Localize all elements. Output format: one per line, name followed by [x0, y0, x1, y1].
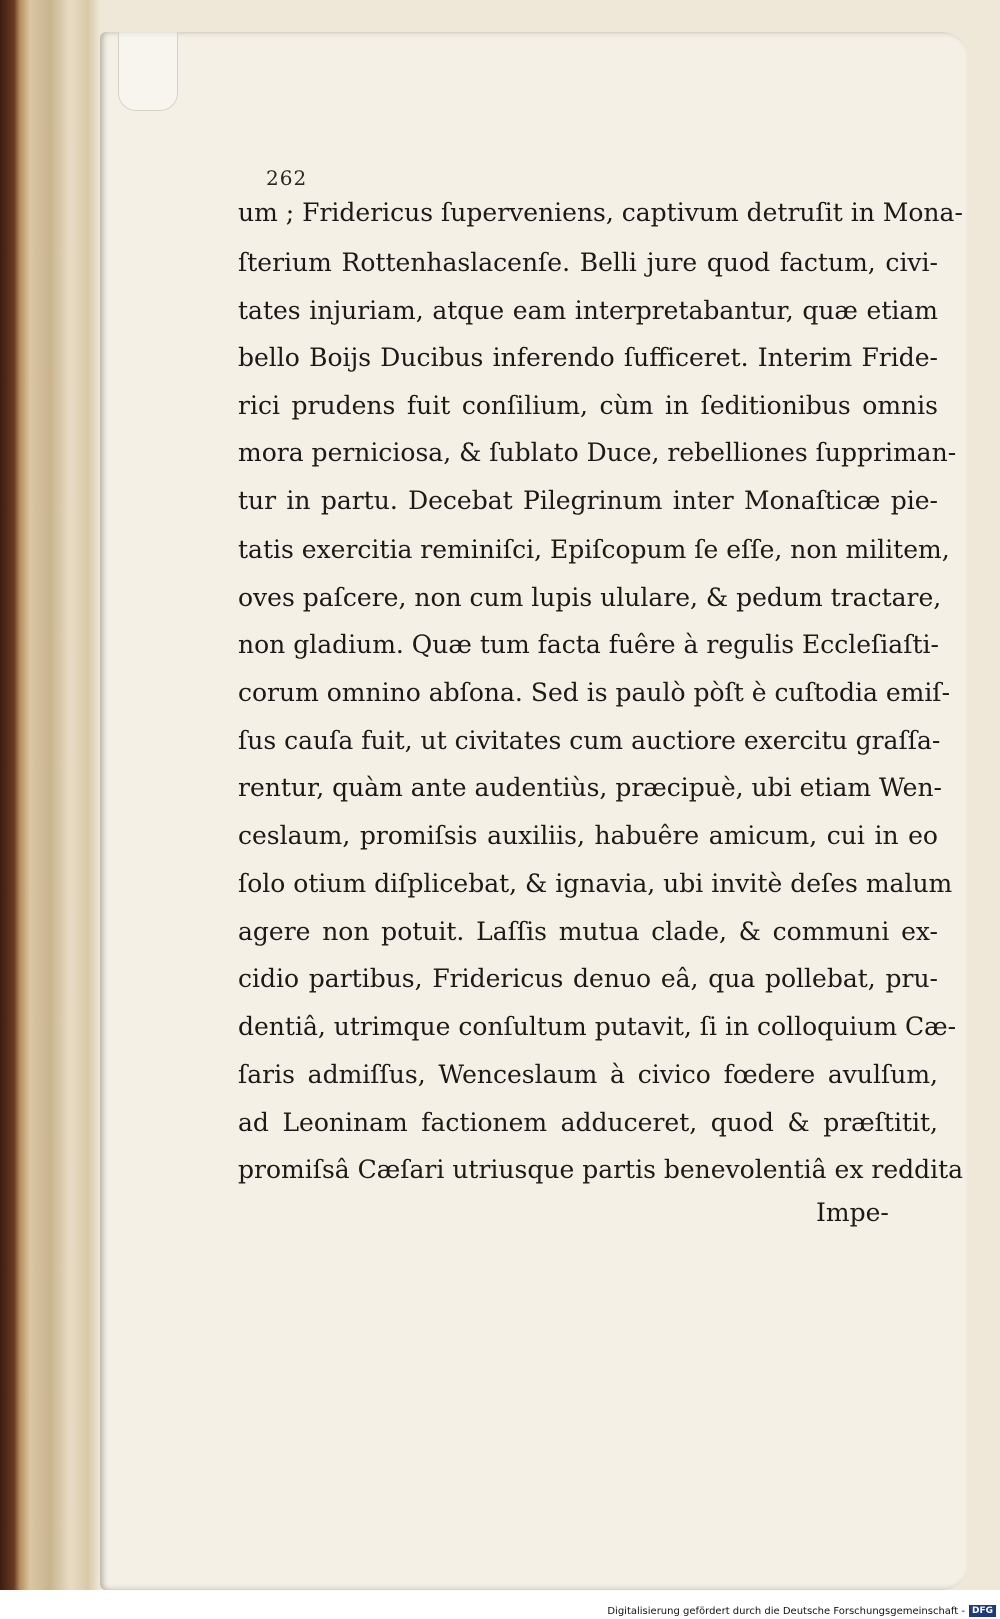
text-line: tur in partu. Decebat Pilegrinum inter Monaſticæ pie- [238, 486, 938, 515]
page-tab-marker [118, 32, 178, 111]
footer-text: Digitalisierung gefördert durch die Deutsche Forschungsgemeinschaft - [607, 1606, 965, 1617]
text-line: tatis exercitia reminiſci, Epiſcopum ſe eſſe, non militem, [238, 535, 950, 564]
text-line: tates injuriam, atque eam interpretabantur, quæ etiam [238, 296, 938, 325]
text-line: cidio partibus, Fridericus denuo eâ, qua pollebat, pru- [238, 964, 938, 993]
text-line: ſolo otium diſplicebat, & ignavia, ubi invitè deſes malum [238, 869, 953, 898]
text-line: ſterium Rottenhaslacenſe. Belli jure quod factum, civi- [238, 248, 938, 277]
text-line: dentiâ, utrimque conſultum putavit, ſi in colloquium Cæ- [238, 1012, 957, 1041]
text-line: rentur, quàm ante audentiùs, præcipuè, ubi etiam Wen- [238, 773, 943, 802]
text-line: ſus cauſa fuit, ut civitates cum auctiore exercitu graſſa- [238, 726, 941, 755]
catchword: Impe- [816, 1198, 889, 1227]
text-line: non gladium. Quæ tum facta fuêre à regulis Eccleſiaſti- [238, 630, 939, 659]
text-line: ad Leoninam factionem adduceret, quod & præſtitit, [238, 1108, 938, 1137]
digitization-footer [0, 1605, 996, 1617]
text-line: ceslaum, promiſsis auxiliis, habuêre amicum, cui in eo [238, 821, 938, 850]
text-line: corum omnino abſona. Sed is paulò pòſt è cuſtodia emiſ- [238, 678, 951, 707]
text-line: rici prudens fuit conſilium, cùm in ſeditionibus omnis [238, 391, 938, 420]
page-number: 262 [266, 166, 308, 190]
text-line: mora perniciosa, & ſublato Duce, rebelliones ſuppriman- [238, 438, 957, 467]
text-line: oves paſcere, non cum lupis ululare, & pedum tractare, [238, 583, 942, 612]
text-line: um ; Fridericus ſuperveniens, captivum detruſit in Mona- [238, 198, 963, 227]
text-line: bello Boijs Ducibus inferendo ſufficeret. Interim Fride- [238, 343, 938, 372]
dfg-logo-icon: DFG [969, 1605, 996, 1617]
text-line: promiſsâ Cæſari utriusque partis benevolentiâ ex reddita [238, 1155, 964, 1184]
text-line: ſaris admiſſus, Wenceslaum à civico fœdere avulſum, [238, 1060, 938, 1089]
text-line: agere non potuit. Laſſis mutua clade, & communi ex- [238, 917, 938, 946]
